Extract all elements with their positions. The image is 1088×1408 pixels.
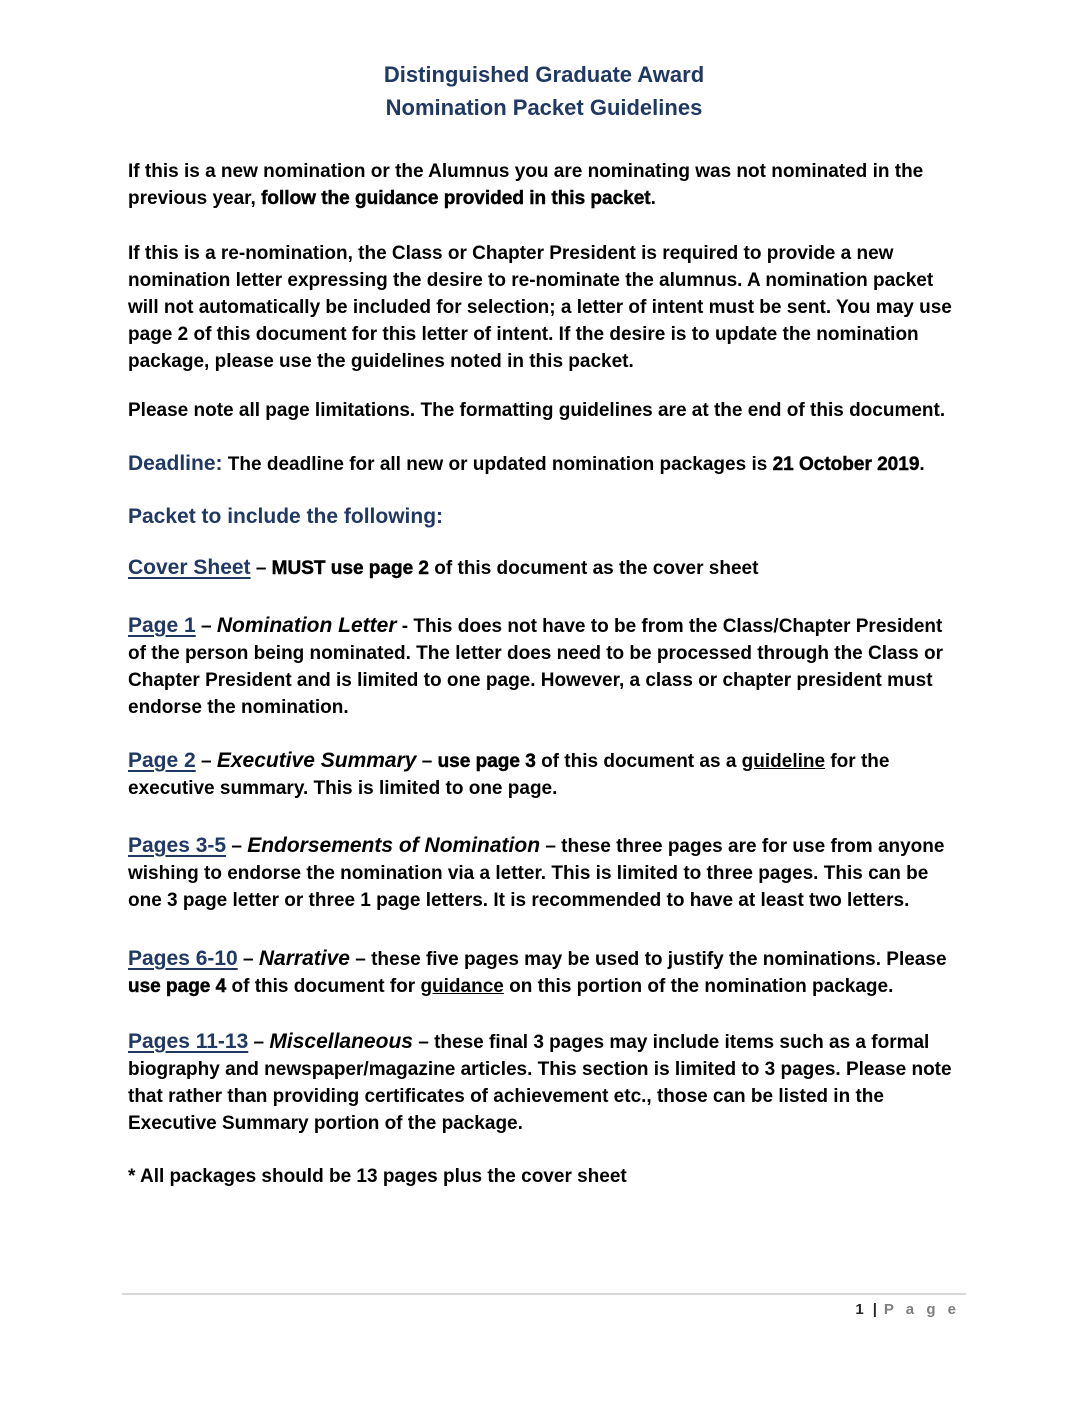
packet-item-pages6-10	[128, 945, 960, 1000]
page1-dash: –	[195, 616, 217, 637]
intro-paragraph-2: If this is a re-nomination, the Class or Chapter President is required to provide a new nomination letter expressing the desire to re-nominate the alumnus. A nomination packet will not automatically be included for selection; a letter of intent must be sent. You may use page 2 of this document for this letter of intent. If the desire is to update the nomination package, please use the guidelines noted in this packet.	[128, 243, 952, 372]
footer-page-label: P a g e	[883, 1301, 960, 1318]
pages6-10-title-italic: Narrative	[258, 947, 350, 970]
packet-item-cover-sheet	[128, 554, 960, 582]
pages3-5-title-italic: Endorsements of Nomination	[247, 834, 541, 857]
cover-sheet-heading: Cover Sheet	[128, 556, 251, 579]
pages3-5-heading: Pages 3-5	[128, 834, 227, 857]
page1-separator: -	[396, 616, 414, 637]
pages11-13-text: these final 3 pages may include items such as a formal biography and newspaper/magazine articles. This section is limited to 3 pages. Please note that rather than providing certificates of achievement etc., those can be listed in the Executive Summary portion of the package.	[128, 1032, 952, 1134]
intro-paragraph-1	[128, 158, 960, 212]
intro-paragraph-1-text: If this is a new nomination or the Alumnus you are nominating was not nominated in the previous year,	[128, 161, 924, 209]
pages6-10-guidance-underlined: guidance	[420, 976, 504, 997]
page2-guideline-underlined: guideline	[741, 751, 826, 772]
cover-sheet-dash: –	[250, 558, 272, 579]
pages6-10-text-a: these five pages may be used to justify the nominations. Please	[371, 949, 947, 970]
deadline-text: The deadline for all new or updated nomination packages is	[222, 454, 773, 475]
page-footer	[128, 1301, 960, 1318]
footer-divider	[122, 1293, 966, 1295]
page2-bold: use page 3	[437, 751, 536, 772]
page2-text-b: for the executive summary. This is limited to one page.	[128, 751, 890, 799]
pages11-13-separator: –	[412, 1032, 435, 1053]
packages-note: * All packages should be 13 pages plus the cover sheet	[128, 1166, 627, 1187]
pages11-13-dash: –	[248, 1032, 270, 1053]
pages6-10-text-b: of this document for	[226, 976, 421, 997]
page2-separator: –	[416, 751, 438, 772]
cover-sheet-text: of this document as the cover sheet	[429, 558, 759, 579]
packet-section-heading: Packet to include the following:	[128, 505, 444, 528]
document-title-line2: Nomination Packet Guidelines	[385, 95, 703, 120]
cover-sheet-bold: MUST use page 2	[271, 558, 429, 579]
deadline-date: 21 October 2019	[772, 454, 920, 475]
pages3-5-dash: –	[226, 836, 248, 857]
page2-title-italic: Executive Summary	[216, 749, 417, 772]
pages3-5-text: these three pages are for use from anyone wishing to endorse the nomination via a letter. This is limited to three pages. This can be one 3 page letter or three 1 page letters. It is recommended to have at least two letters.	[128, 836, 945, 911]
document-title	[128, 58, 960, 124]
page2-dash: –	[195, 751, 217, 772]
page2-text-a: of this document as a	[535, 751, 742, 772]
pages6-10-dash: –	[237, 949, 259, 970]
pages6-10-separator: –	[349, 949, 372, 970]
intro-paragraph-3: Please note all page limitations. The formatting guidelines are at the end of this document.	[128, 400, 946, 421]
intro-paragraph-1-period: .	[650, 188, 656, 209]
page1-text: This does not have to be from the Class/Chapter President of the person being nominated. The letter does need to be processed through the Class or Chapter President and is limited to one page. However, a class or chapter president must endorse the nomination.	[128, 616, 943, 718]
document-title-line1: Distinguished Graduate Award	[383, 62, 705, 87]
deadline-label: Deadline:	[128, 452, 223, 475]
page1-heading: Page 1	[128, 614, 196, 637]
deadline-line	[128, 450, 960, 478]
intro-paragraph-1-bold: follow the guidance provided in this packet	[261, 188, 651, 209]
pages11-13-title-italic: Miscellaneous	[269, 1030, 413, 1053]
pages6-10-bold: use page 4	[128, 976, 227, 997]
packet-item-page2	[128, 747, 960, 802]
page1-title-italic: Nomination Letter	[216, 614, 397, 637]
pages6-10-heading: Pages 6-10	[128, 947, 238, 970]
packet-item-page1	[128, 612, 960, 721]
page2-heading: Page 2	[128, 749, 196, 772]
packet-item-pages3-5	[128, 832, 960, 914]
pages3-5-separator: –	[540, 836, 562, 857]
pages6-10-text-c: on this portion of the nomination package.	[503, 976, 894, 997]
pages11-13-heading: Pages 11-13	[128, 1030, 249, 1053]
footer-page-number: 1	[855, 1301, 866, 1318]
deadline-period: .	[919, 454, 925, 475]
footer-separator: |	[872, 1301, 877, 1318]
packet-item-pages11-13	[128, 1028, 960, 1137]
